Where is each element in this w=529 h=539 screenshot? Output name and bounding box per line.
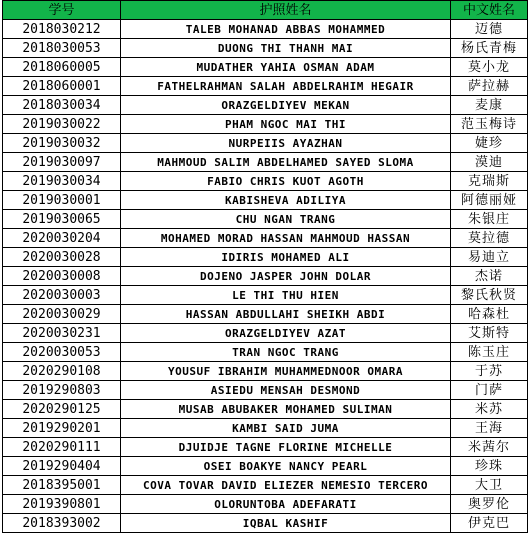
chinese-name-cell[interactable]: 莫小龙 (451, 58, 528, 77)
student-id-cell[interactable]: 2018393002 (3, 514, 121, 533)
chinese-name-cell[interactable]: 朱银庄 (451, 210, 528, 229)
student-id-cell[interactable]: 2019290404 (3, 457, 121, 476)
header-chinese-name[interactable]: 中文姓名 (451, 1, 528, 20)
table-row (3, 514, 528, 533)
student-id-cell[interactable]: 2018060005 (3, 58, 121, 77)
student-roster-table (2, 0, 528, 533)
passport-name-cell[interactable]: YOUSUF IBRAHIM MUHAMMEDNOOR OMARA (121, 362, 451, 381)
student-id-cell[interactable]: 2020290111 (3, 438, 121, 457)
chinese-name-cell[interactable]: 艾斯特 (451, 324, 528, 343)
chinese-name-cell[interactable]: 麦康 (451, 96, 528, 115)
table-row (3, 400, 528, 419)
chinese-name-cell[interactable]: 范玉梅诗 (451, 115, 528, 134)
table-row (3, 20, 528, 39)
chinese-name-cell[interactable]: 杰诺 (451, 267, 528, 286)
passport-name-cell[interactable]: DOJENO JASPER JOHN DOLAR (121, 267, 451, 286)
chinese-name-cell[interactable]: 阿德丽娅 (451, 191, 528, 210)
student-id-cell[interactable]: 2019030065 (3, 210, 121, 229)
table-row (3, 115, 528, 134)
passport-name-cell[interactable]: IQBAL KASHIF (121, 514, 451, 533)
table-row (3, 96, 528, 115)
passport-name-cell[interactable]: CHU NGAN TRANG (121, 210, 451, 229)
passport-name-cell[interactable]: MUDATHER YAHIA OSMAN ADAM (121, 58, 451, 77)
passport-name-cell[interactable]: ORAZGELDIYEV MEKAN (121, 96, 451, 115)
passport-name-cell[interactable]: TALEB MOHANAD ABBAS MOHAMMED (121, 20, 451, 39)
table-row (3, 210, 528, 229)
table-row (3, 324, 528, 343)
table-row (3, 476, 528, 495)
table-row (3, 134, 528, 153)
table-row (3, 191, 528, 210)
student-id-cell[interactable]: 2020030003 (3, 286, 121, 305)
passport-name-cell[interactable]: DUONG THI THANH MAI (121, 39, 451, 58)
table-row (3, 457, 528, 476)
chinese-name-cell[interactable]: 大卫 (451, 476, 528, 495)
table-row (3, 305, 528, 324)
table-row (3, 381, 528, 400)
chinese-name-cell[interactable]: 婕珍 (451, 134, 528, 153)
passport-name-cell[interactable]: KAMBI SAID JUMA (121, 419, 451, 438)
header-student-id[interactable]: 学号 (3, 1, 121, 20)
header-passport-name[interactable]: 护照姓名 (121, 1, 451, 20)
table-row (3, 362, 528, 381)
chinese-name-cell[interactable]: 黎氏秋贤 (451, 286, 528, 305)
passport-name-cell[interactable]: NURPEIIS AYAZHAN (121, 134, 451, 153)
chinese-name-cell[interactable]: 哈森杜 (451, 305, 528, 324)
passport-name-cell[interactable]: FABIO CHRIS KUOT AGOTH (121, 172, 451, 191)
student-id-cell[interactable]: 2019030034 (3, 172, 121, 191)
student-id-cell[interactable]: 2018060001 (3, 77, 121, 96)
passport-name-cell[interactable]: HASSAN ABDULLAHI SHEIKH ABDI (121, 305, 451, 324)
chinese-name-cell[interactable]: 杨氏青梅 (451, 39, 528, 58)
student-id-cell[interactable]: 2020030231 (3, 324, 121, 343)
student-id-cell[interactable]: 2019030097 (3, 153, 121, 172)
student-id-cell[interactable]: 2019030032 (3, 134, 121, 153)
passport-name-cell[interactable]: TRAN NGOC TRANG (121, 343, 451, 362)
passport-name-cell[interactable]: IDIRIS MOHAMED ALI (121, 248, 451, 267)
table-row (3, 419, 528, 438)
table-row (3, 248, 528, 267)
passport-name-cell[interactable]: MOHAMED MORAD HASSAN MAHMOUD HASSAN (121, 229, 451, 248)
chinese-name-cell[interactable]: 米苏 (451, 400, 528, 419)
table-row (3, 286, 528, 305)
student-id-cell[interactable]: 2019030022 (3, 115, 121, 134)
table-row (3, 77, 528, 96)
table-row (3, 495, 528, 514)
student-id-cell[interactable]: 2020030204 (3, 229, 121, 248)
chinese-name-cell[interactable]: 萨拉赫 (451, 77, 528, 96)
student-id-cell[interactable]: 2018030053 (3, 39, 121, 58)
student-id-cell[interactable]: 2020030029 (3, 305, 121, 324)
table-row (3, 343, 528, 362)
table-row (3, 39, 528, 58)
passport-name-cell[interactable]: OSEI BOAKYE NANCY PEARL (121, 457, 451, 476)
header-row (3, 1, 528, 20)
chinese-name-cell[interactable]: 莫拉德 (451, 229, 528, 248)
chinese-name-cell[interactable]: 奥罗伦 (451, 495, 528, 514)
student-id-cell[interactable]: 2019290803 (3, 381, 121, 400)
passport-name-cell[interactable]: PHAM NGOC MAI THI (121, 115, 451, 134)
chinese-name-cell[interactable]: 门萨 (451, 381, 528, 400)
student-id-cell[interactable]: 2020030053 (3, 343, 121, 362)
passport-name-cell[interactable]: FATHELRAHMAN SALAH ABDELRAHIM HEGAIR (121, 77, 451, 96)
chinese-name-cell[interactable]: 米茜尔 (451, 438, 528, 457)
passport-name-cell[interactable]: DJUIDJE TAGNE FLORINE MICHELLE (121, 438, 451, 457)
student-id-cell[interactable]: 2018030212 (3, 20, 121, 39)
chinese-name-cell[interactable]: 伊克巴 (451, 514, 528, 533)
chinese-name-cell[interactable]: 迈德 (451, 20, 528, 39)
student-id-cell[interactable]: 2020290125 (3, 400, 121, 419)
student-id-cell[interactable]: 2018395001 (3, 476, 121, 495)
chinese-name-cell[interactable]: 王海 (451, 419, 528, 438)
passport-name-cell[interactable]: MAHMOUD SALIM ABDELHAMED SAYED SLOMA (121, 153, 451, 172)
chinese-name-cell[interactable]: 漠迪 (451, 153, 528, 172)
passport-name-cell[interactable]: ORAZGELDIYEV AZAT (121, 324, 451, 343)
student-id-cell[interactable]: 2019290201 (3, 419, 121, 438)
student-id-cell[interactable]: 2020030028 (3, 248, 121, 267)
chinese-name-cell[interactable]: 易迪立 (451, 248, 528, 267)
table-row (3, 267, 528, 286)
student-id-cell[interactable]: 2020290108 (3, 362, 121, 381)
table-row (3, 229, 528, 248)
chinese-name-cell[interactable]: 陈玉庄 (451, 343, 528, 362)
table-row (3, 153, 528, 172)
chinese-name-cell[interactable]: 珍珠 (451, 457, 528, 476)
chinese-name-cell[interactable]: 克瑞斯 (451, 172, 528, 191)
passport-name-cell[interactable]: MUSAB ABUBAKER MOHAMED SULIMAN (121, 400, 451, 419)
table-row (3, 172, 528, 191)
student-id-cell[interactable]: 2020030008 (3, 267, 121, 286)
passport-name-cell[interactable]: KABISHEVA ADILIYA (121, 191, 451, 210)
student-id-cell[interactable]: 2018030034 (3, 96, 121, 115)
passport-name-cell[interactable]: ASIEDU MENSAH DESMOND (121, 381, 451, 400)
roster-body (3, 20, 528, 533)
passport-name-cell[interactable]: LE THI THU HIEN (121, 286, 451, 305)
chinese-name-cell[interactable]: 于苏 (451, 362, 528, 381)
table-row (3, 58, 528, 77)
passport-name-cell[interactable]: COVA TOVAR DAVID ELIEZER NEMESIO TERCERO (121, 476, 451, 495)
student-id-cell[interactable]: 2019030001 (3, 191, 121, 210)
table-row (3, 438, 528, 457)
student-id-cell[interactable]: 2019390801 (3, 495, 121, 514)
passport-name-cell[interactable]: OLORUNTOBA ADEFARATI (121, 495, 451, 514)
